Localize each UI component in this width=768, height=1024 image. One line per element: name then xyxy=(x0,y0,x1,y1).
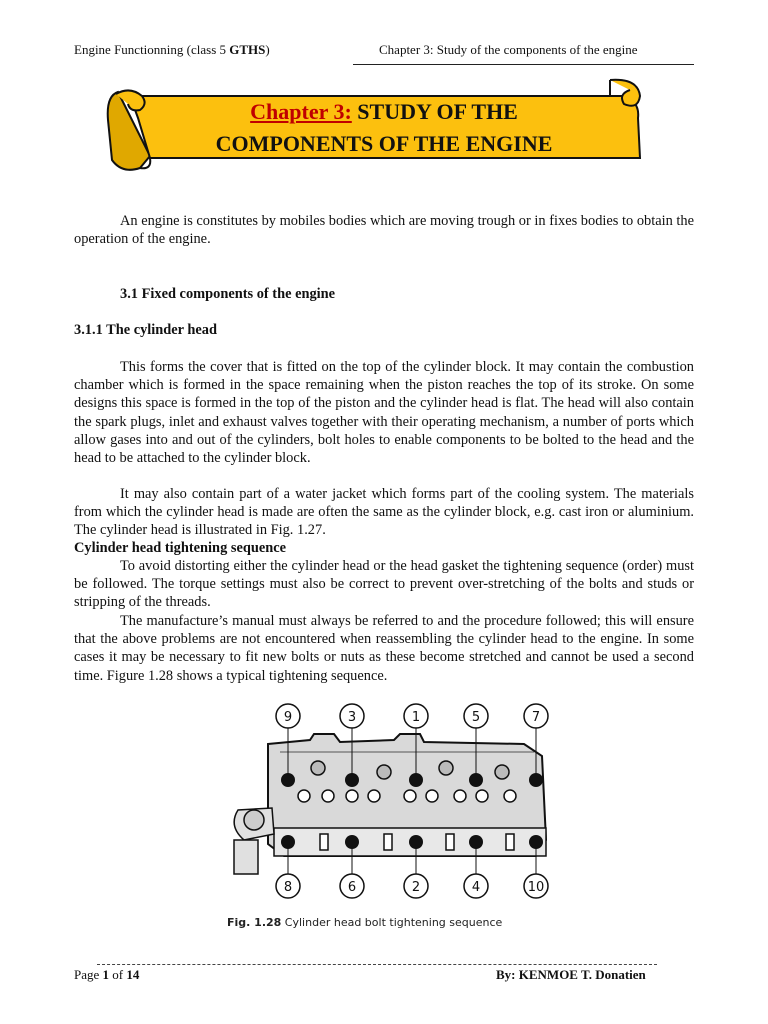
header-rule xyxy=(353,64,694,65)
bottom-seq-label-3: 2 xyxy=(411,880,421,895)
author-credit: By: KENMOE T. Donatien xyxy=(496,967,646,982)
section-heading-3-1-1: 3.1.1 The cylinder head xyxy=(74,322,217,338)
bottom-seq-label-1: 8 xyxy=(283,880,293,895)
header-left-bold: GTHS xyxy=(229,42,266,57)
bottom-seq-label-2: 6 xyxy=(347,880,357,895)
page-total: 14 xyxy=(126,967,140,982)
chapter-title-line1: STUDY OF THE xyxy=(351,99,518,124)
running-header-right: Chapter 3: Study of the components of the engine xyxy=(379,42,638,57)
page-prefix: Page xyxy=(74,967,103,982)
footer-rule xyxy=(97,964,657,965)
running-header-left xyxy=(74,42,270,58)
page-of: of xyxy=(109,967,127,982)
figure-caption xyxy=(227,916,502,929)
header-left-suffix: ) xyxy=(265,42,270,57)
caption-label: Fig. 1.28 xyxy=(227,916,282,929)
top-seq-label-4: 5 xyxy=(471,710,481,725)
caption-text: Cylinder head bolt tightening sequence xyxy=(281,916,503,929)
page-number xyxy=(74,967,139,983)
cylinder-head-figure xyxy=(224,700,560,940)
section-heading-3-1: 3.1 Fixed components of the engine xyxy=(120,286,336,302)
paragraph-manual: The manufacture’s manual must always be referred to and the procedure followed; this will ensure that the above problems are not encountered when reassembling the cylinder head to the engine. In some cases it may be necessary to fit new bolts or nuts as these become stretched and cannot be used a second time. Figure 1.28 shows a typical tightening sequence. xyxy=(74,613,694,684)
top-seq-label-2: 3 xyxy=(347,710,357,725)
paragraph-water-jacket: It may also contain part of a water jacket which forms part of the cooling system. The materials from which the cylinder head is made are often the same as the cylinder block, e.g. cast iron or aluminium. The cylinder head is illustrated in Fig. 1.27. xyxy=(74,486,694,539)
paragraph-cylinder-head: This forms the cover that is fitted on the top of the cylinder block. It may contain the combustion chamber which is formed in the space remaining when the piston reaches the top of its stroke. On some designs this space is formed in the top of the piston and the cylinder head is flat. The head will also contain the spark plugs, inlet and exhaust valves together with their operating mechanism, a number of ports which allow gases into and out of the cylinders, bolt holes to enable components to be bolted to the head and the head to be attached to the cylinder block. xyxy=(74,359,694,467)
page-current: 1 xyxy=(102,967,110,982)
top-seq-label-3: 1 xyxy=(411,710,421,725)
header-left-prefix: Engine Functionning (class 5 xyxy=(74,42,230,57)
subheading-tightening: Cylinder head tightening sequence xyxy=(74,540,287,556)
paragraph-tightening: To avoid distorting either the cylinder head or the head gasket the tightening sequence (order) must be followed. The torque settings must also be correct to prevent over-stretching of the bolts and studs or stripping of the threads. xyxy=(74,558,694,611)
cylinder-head-diagram xyxy=(224,700,560,940)
bottom-seq-label-5: 10 xyxy=(527,880,545,895)
chapter-title-line2: COMPONENTS OF THE ENGINE xyxy=(215,131,553,156)
chapter-title xyxy=(150,96,618,160)
bottom-seq-label-4: 4 xyxy=(471,880,481,895)
top-seq-label-1: 9 xyxy=(283,710,293,725)
chapter-number: Chapter 3: xyxy=(250,99,352,124)
intro-paragraph: An engine is constitutes by mobiles bodies which are moving trough or in fixes bodies to obtain the operation of the engine. xyxy=(74,213,694,248)
top-seq-label-5: 7 xyxy=(531,710,541,725)
